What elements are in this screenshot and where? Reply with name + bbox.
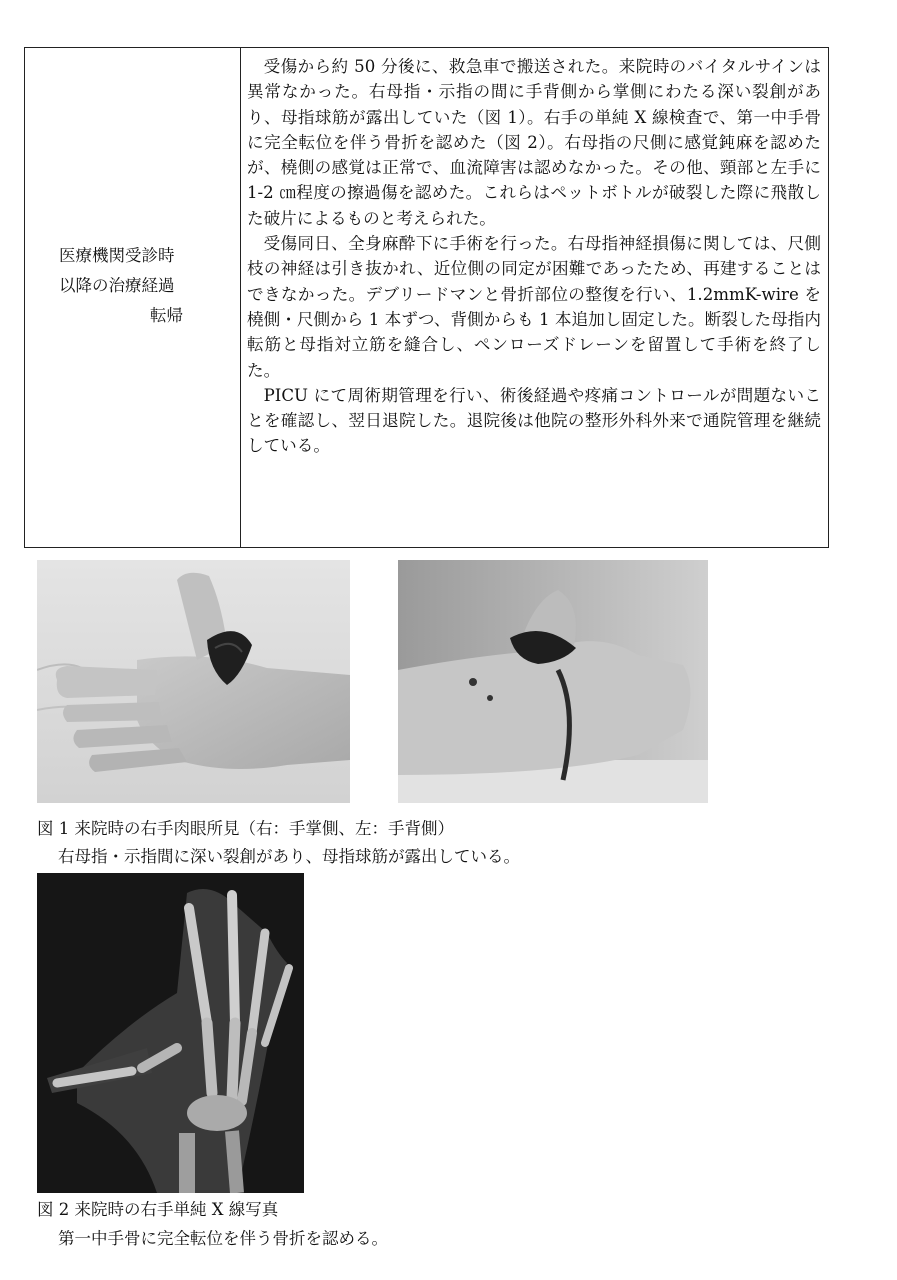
label-line: 医療機関受診時: [59, 246, 175, 265]
label-line: 以降の治療経過: [59, 276, 175, 295]
table-label-cell: [25, 48, 241, 547]
figure2-xray: [37, 873, 304, 1193]
figure2-caption-desc: 第一中手骨に完全転位を伴う骨折を認める。: [58, 1229, 388, 1248]
body-paragraph: PICU にて周術期管理を行い、術後経過や疼痛コントロールが問題ないことを確認し、翌日退院した。退院後は他院の整形外科外来で通院管理を継続している。: [247, 385, 821, 456]
figure1-photo-palmar: [37, 560, 350, 803]
body-paragraph: 受傷同日、全身麻酔下に手術を行った。右母指神経損傷に関しては、尺側枝の神経は引き抜かれ、近位側の同定が困難であったため、再建することはできなかった。デブリードマンと骨折部位の整復を行い、1.2mmK-wire を橈側・尺側から 1 本ずつ、背側からも 1 本追加し固定した。断裂した母指内転筋と母指対立筋を縫合し、ペンローズドレーンを留置して手術を終了した。: [247, 234, 821, 380]
case-table: [24, 47, 829, 548]
label-line: 転帰: [150, 306, 183, 325]
body-paragraph: 受傷から約 50 分後に、救急車で搬送された。来院時のバイタルサインは異常なかった。右母指・示指の間に手背側から掌側にわたる深い裂創があり、母指球筋が露出していた（図 1）。右手の単純 X 線検査で、第一中手骨に完全転位を伴う骨折を認めた（図 2）。右母指の尺側に感覚鈍麻を認めたが、橈側の感覚は正常で、血流障害は認めなかった。その他、頸部と左手に 1-2 ㎝程度の擦過傷を認めた。これらはペットボトルが破裂した際に飛散した破片によるものと考えられた。: [247, 57, 821, 228]
figure2-caption-title: 図 2 来院時の右手単純 X 線写真: [37, 1200, 279, 1219]
figure1-photo-dorsal: [398, 560, 708, 803]
table-body-cell: [247, 54, 821, 459]
figure1-caption-title: 図 1 来院時の右手肉眼所見（右：手掌側、左：手背側）: [37, 819, 454, 838]
figure1-caption-desc: 右母指・示指間に深い裂創があり、母指球筋が露出している。: [58, 847, 520, 866]
